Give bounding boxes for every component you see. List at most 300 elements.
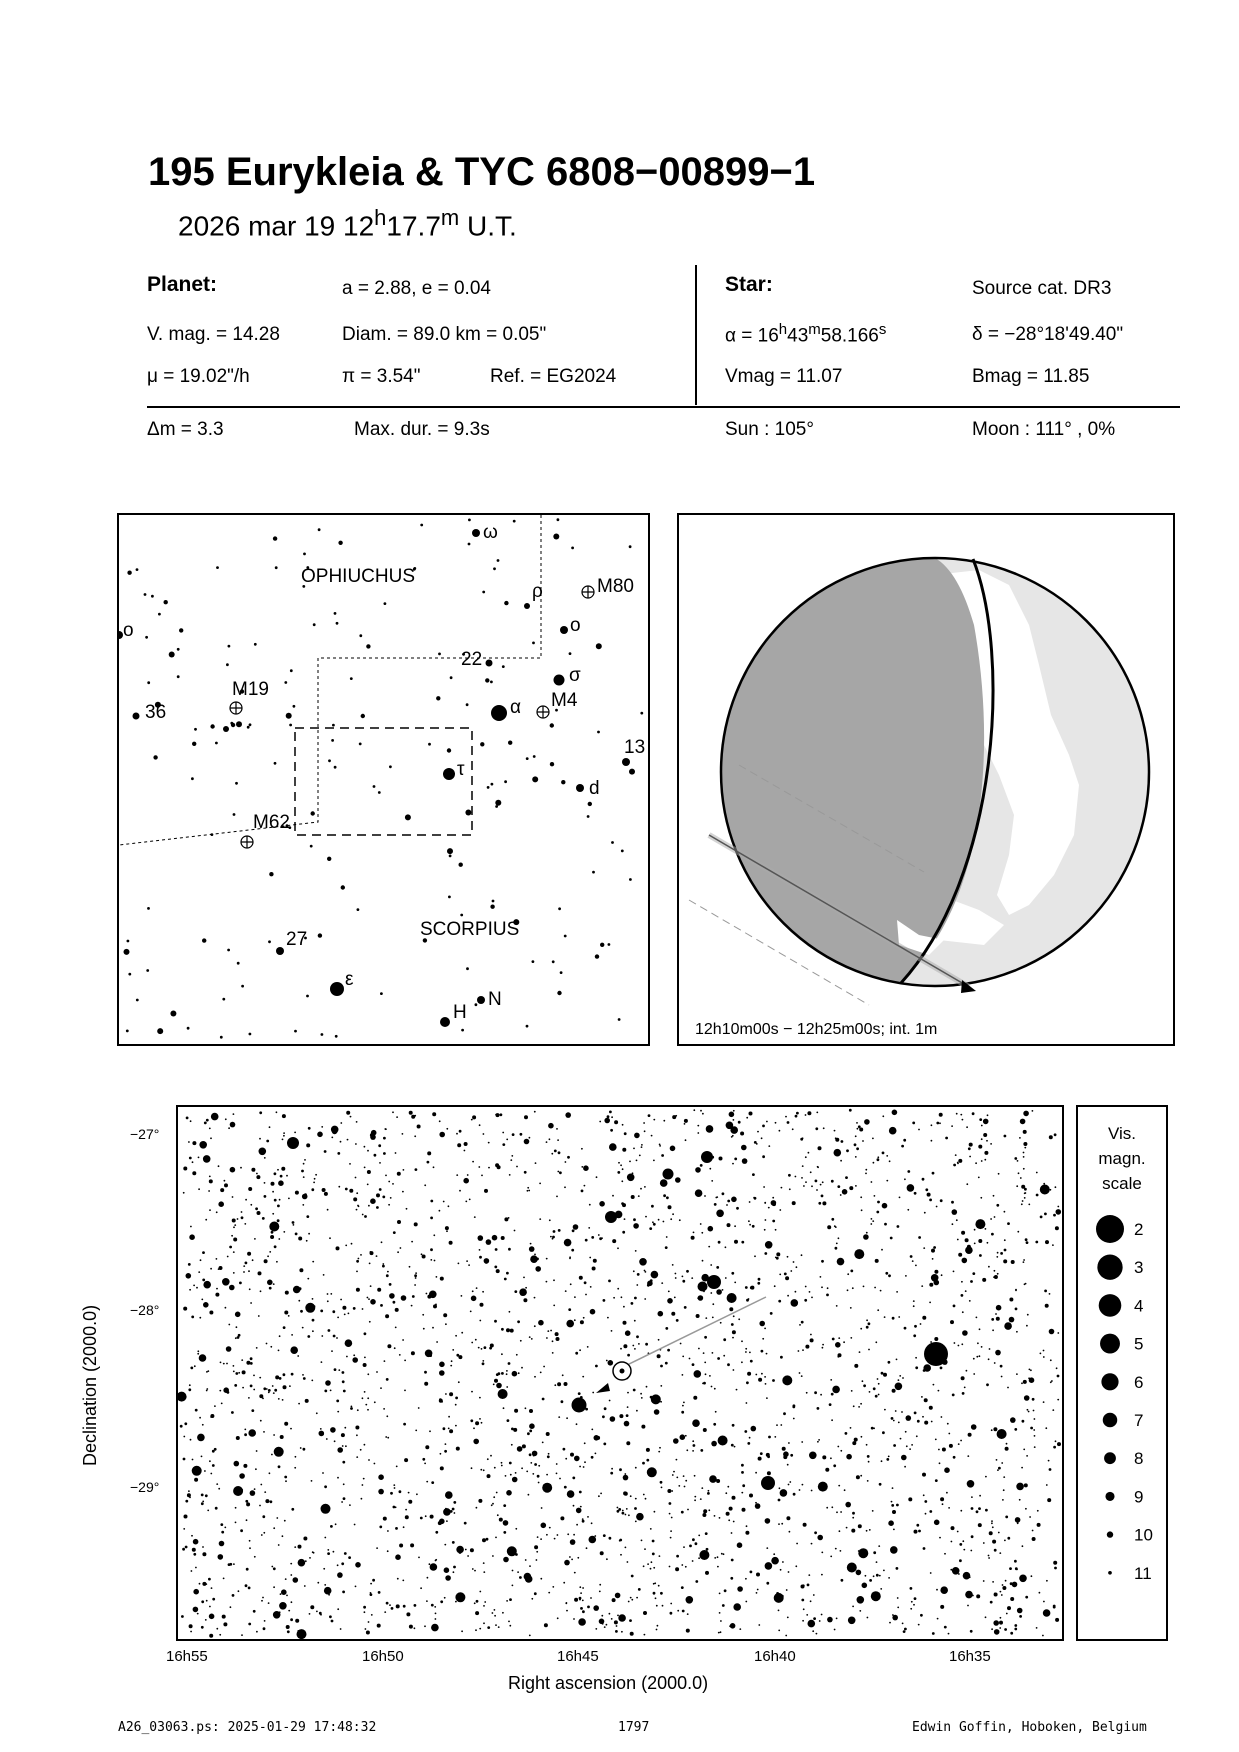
map-field-star — [851, 1529, 855, 1533]
map-field-star — [532, 1473, 534, 1475]
map-field-star — [508, 1621, 510, 1623]
map-field-star — [867, 1617, 869, 1619]
map-field-star — [509, 1174, 511, 1176]
finder-field-star — [436, 696, 440, 700]
map-field-star — [189, 1234, 195, 1240]
map-field-star — [668, 1291, 670, 1293]
map-field-star — [886, 1458, 889, 1461]
map-field-star — [957, 1162, 959, 1164]
map-field-star — [787, 1256, 789, 1258]
map-field-star — [256, 1175, 260, 1179]
map-field-star — [416, 1493, 418, 1495]
map-field-star — [427, 1151, 431, 1155]
finder-field-star — [249, 723, 252, 726]
map-field-star — [789, 1188, 791, 1190]
map-field-star — [994, 1362, 996, 1364]
map-field-star — [860, 1475, 862, 1477]
map-field-star — [426, 1293, 428, 1295]
map-field-star — [1043, 1609, 1051, 1617]
map-field-star — [755, 1503, 761, 1509]
map-field-star — [218, 1165, 220, 1167]
map-field-star — [327, 1300, 329, 1302]
map-field-star — [376, 1193, 380, 1197]
max-duration: Max. dur. = 9.3s — [354, 419, 490, 440]
map-field-star — [338, 1186, 340, 1188]
map-field-star — [1053, 1446, 1056, 1449]
map-field-star — [838, 1337, 840, 1339]
map-field-star — [539, 1218, 541, 1220]
map-field-star — [762, 1125, 765, 1128]
map-field-star — [787, 1295, 789, 1297]
map-field-star — [445, 1226, 449, 1230]
map-field-star — [633, 1218, 636, 1221]
map-field-star — [290, 1346, 298, 1354]
map-field-star — [831, 1393, 834, 1396]
label-N: N — [488, 989, 502, 1010]
map-field-star — [592, 1267, 596, 1271]
scale-label-5: 5 — [1134, 1334, 1144, 1354]
map-field-star — [199, 1141, 207, 1149]
map-field-star — [453, 1501, 456, 1504]
map-field-star — [975, 1219, 985, 1229]
map-field-star — [189, 1384, 191, 1386]
map-field-star — [695, 1189, 703, 1197]
map-field-star — [645, 1216, 647, 1218]
map-field-star — [534, 1376, 536, 1378]
map-field-star — [409, 1266, 411, 1268]
map-field-star — [957, 1531, 959, 1533]
map-field-star — [974, 1229, 976, 1231]
map-field-star — [904, 1327, 907, 1330]
map-field-star — [404, 1360, 406, 1362]
map-field-star — [415, 1277, 417, 1279]
map-field-star — [534, 1463, 537, 1466]
map-field-star — [855, 1185, 857, 1187]
map-field-star — [1020, 1177, 1022, 1179]
map-field-star — [682, 1356, 684, 1358]
map-field-star — [679, 1219, 681, 1221]
map-field-star — [1007, 1222, 1010, 1225]
map-field-star — [663, 1221, 665, 1223]
scale-dot-5 — [1100, 1334, 1120, 1354]
map-field-star — [368, 1205, 370, 1207]
map-field-star — [305, 1560, 307, 1562]
map-field-star — [430, 1563, 438, 1571]
map-field-star — [802, 1165, 804, 1167]
map-field-star — [212, 1598, 215, 1601]
map-field-star — [273, 1567, 276, 1570]
map-field-star — [870, 1223, 872, 1225]
map-field-star — [196, 1287, 198, 1289]
map-field-star — [855, 1135, 857, 1137]
map-field-star — [593, 1259, 597, 1263]
map-field-star — [892, 1110, 898, 1116]
map-field-star — [388, 1181, 390, 1183]
map-field-star — [703, 1352, 705, 1354]
map-field-star — [768, 1145, 770, 1147]
map-field-star — [440, 1600, 443, 1603]
map-field-star — [498, 1626, 500, 1628]
map-field-star — [1011, 1260, 1015, 1264]
map-field-star — [1046, 1580, 1048, 1582]
map-field-star — [203, 1281, 211, 1289]
map-field-star — [778, 1610, 780, 1612]
map-field-star — [714, 1388, 716, 1390]
map-field-star — [556, 1473, 558, 1475]
map-field-star — [683, 1475, 685, 1477]
map-field-star — [709, 1475, 717, 1483]
map-field-star — [363, 1363, 367, 1367]
map-field-star — [279, 1335, 281, 1337]
map-field-star — [590, 1286, 592, 1288]
map-field-star — [331, 1350, 333, 1352]
map-field-star — [504, 1278, 507, 1281]
map-field-star — [773, 1553, 775, 1555]
map-field-star — [412, 1295, 415, 1298]
label-omicron-left: o — [123, 620, 134, 641]
map-field-star — [776, 1252, 780, 1256]
finder-field-star — [164, 600, 168, 604]
map-field-star — [414, 1604, 417, 1607]
map-field-star — [362, 1308, 364, 1310]
ra-tick-1640: 16h40 — [754, 1648, 796, 1665]
map-field-star — [658, 1451, 660, 1453]
map-field-star — [502, 1132, 504, 1134]
map-field-star — [219, 1634, 221, 1636]
map-field-star — [481, 1175, 483, 1177]
map-field-star — [731, 1532, 733, 1534]
map-field-star — [224, 1183, 228, 1187]
finder-background-stars — [124, 518, 644, 1038]
map-star-bright-2 — [572, 1398, 587, 1413]
map-field-star — [345, 1188, 348, 1191]
map-field-star — [890, 1546, 898, 1554]
map-field-star — [541, 1507, 543, 1509]
map-field-star — [988, 1358, 990, 1360]
map-field-star — [411, 1241, 413, 1243]
map-field-star — [634, 1348, 636, 1350]
map-field-star — [463, 1178, 469, 1184]
map-field-star — [761, 1350, 764, 1353]
finder-field-star — [491, 783, 494, 786]
map-field-star — [320, 1432, 324, 1436]
map-field-star — [827, 1617, 833, 1623]
map-field-star — [538, 1465, 540, 1467]
map-field-star — [803, 1608, 805, 1610]
map-field-star — [548, 1453, 550, 1455]
map-field-star — [931, 1124, 933, 1126]
map-field-star — [658, 1311, 664, 1317]
map-field-star — [337, 1564, 339, 1566]
map-field-star — [268, 1389, 271, 1392]
map-field-star — [766, 1353, 768, 1355]
map-field-star — [501, 1372, 504, 1375]
map-field-star — [775, 1122, 777, 1124]
map-field-star — [845, 1502, 851, 1508]
map-field-star — [995, 1313, 997, 1315]
map-field-star — [883, 1373, 887, 1377]
map-field-star — [510, 1159, 512, 1161]
map-field-star — [539, 1183, 541, 1185]
map-field-star — [907, 1209, 909, 1211]
map-field-star — [756, 1592, 758, 1594]
map-field-star — [198, 1157, 200, 1159]
map-field-star — [381, 1241, 383, 1243]
map-field-star — [357, 1409, 359, 1411]
map-field-star — [610, 1129, 613, 1132]
map-field-star — [582, 1600, 584, 1602]
map-field-star — [439, 1370, 445, 1376]
map-field-star — [764, 1252, 767, 1255]
clusters — [230, 586, 594, 848]
map-field-star — [698, 1557, 700, 1559]
map-field-star — [918, 1129, 920, 1131]
map-field-star — [810, 1338, 814, 1342]
map-field-star — [714, 1557, 716, 1559]
map-field-star — [212, 1464, 215, 1467]
map-field-star — [783, 1412, 786, 1415]
finder-field-star — [331, 739, 334, 742]
map-field-star — [352, 1357, 358, 1363]
map-field-star — [440, 1453, 442, 1455]
map-field-star — [1002, 1584, 1004, 1586]
map-field-star — [990, 1143, 992, 1145]
map-field-star — [283, 1385, 287, 1389]
map-field-star — [898, 1422, 900, 1424]
map-field-star — [775, 1229, 777, 1231]
map-field-star — [574, 1598, 578, 1602]
finder-field-star — [357, 908, 360, 911]
label-epsilon: ε — [345, 969, 354, 990]
map-field-star — [653, 1119, 655, 1121]
map-field-star — [809, 1452, 817, 1460]
map-field-star — [286, 1625, 290, 1629]
map-field-star — [884, 1409, 886, 1411]
map-field-star — [647, 1281, 653, 1287]
map-field-star — [978, 1507, 981, 1510]
map-field-star — [248, 1587, 251, 1590]
map-field-star — [332, 1129, 338, 1135]
map-field-star — [649, 1227, 652, 1230]
map-field-star — [766, 1582, 769, 1585]
map-field-star — [269, 1472, 271, 1474]
map-field-star — [483, 1469, 485, 1471]
map-field-star — [656, 1629, 658, 1631]
map-field-star — [393, 1506, 396, 1509]
map-field-star — [546, 1474, 548, 1476]
map-field-star — [778, 1523, 780, 1525]
map-field-star — [905, 1275, 907, 1277]
map-field-star — [645, 1498, 647, 1500]
map-field-star — [211, 1587, 213, 1589]
map-field-star — [508, 1248, 511, 1251]
map-field-star — [567, 1533, 569, 1535]
hour-unit: h — [374, 205, 387, 230]
map-field-star — [617, 1510, 620, 1513]
map-field-star — [728, 1519, 730, 1521]
map-field-star — [1052, 1409, 1054, 1411]
map-field-star — [992, 1540, 996, 1544]
map-field-star — [1010, 1632, 1013, 1635]
map-field-star — [308, 1233, 310, 1235]
map-field-star — [720, 1620, 722, 1622]
map-field-star — [261, 1534, 263, 1536]
map-field-star — [342, 1461, 345, 1464]
map-field-star — [785, 1276, 789, 1280]
map-field-star — [470, 1548, 474, 1552]
map-field-star — [358, 1258, 360, 1260]
map-field-star — [216, 1483, 218, 1485]
map-field-star — [425, 1515, 427, 1517]
label-scorpius: SCORPIUS — [420, 919, 520, 940]
scale-dot-3 — [1097, 1255, 1122, 1280]
map-field-star — [587, 1516, 589, 1518]
map-field-star — [297, 1355, 299, 1357]
map-field-star — [456, 1174, 458, 1176]
map-field-star — [569, 1556, 571, 1558]
map-field-star — [622, 1203, 626, 1207]
map-field-star — [271, 1182, 275, 1186]
map-field-star — [439, 1120, 441, 1122]
map-field-star — [860, 1403, 862, 1405]
map-field-star — [686, 1449, 688, 1451]
map-field-star — [834, 1130, 836, 1132]
map-field-star — [770, 1312, 773, 1315]
map-field-star — [481, 1422, 483, 1424]
map-field-star — [643, 1122, 645, 1124]
map-field-star — [202, 1424, 204, 1426]
map-field-star — [988, 1266, 990, 1268]
map-field-star — [1021, 1382, 1023, 1384]
map-field-star — [439, 1210, 441, 1212]
map-field-star — [981, 1346, 983, 1348]
map-field-star — [497, 1514, 499, 1516]
map-field-star — [188, 1388, 191, 1391]
finder-field-star — [191, 777, 194, 780]
map-field-star — [638, 1195, 640, 1197]
map-field-star — [772, 1197, 774, 1199]
map-field-star — [245, 1262, 248, 1265]
map-field-star — [490, 1455, 492, 1457]
map-field-star — [1053, 1561, 1057, 1565]
map-field-star — [524, 1139, 530, 1145]
map-field-star — [822, 1344, 824, 1346]
map-field-star — [306, 1240, 308, 1242]
finder-field-star — [550, 723, 554, 727]
map-field-star — [871, 1218, 873, 1220]
map-field-star — [837, 1185, 840, 1188]
map-field-star — [651, 1205, 654, 1208]
map-field-star — [726, 1512, 730, 1516]
map-field-star — [279, 1377, 282, 1380]
map-field-star — [456, 1133, 458, 1135]
map-field-star — [273, 1527, 275, 1529]
map-field-star — [327, 1209, 329, 1211]
finder-field-star — [321, 1033, 324, 1036]
map-field-star — [570, 1453, 574, 1457]
map-field-star — [235, 1507, 237, 1509]
map-field-star — [654, 1511, 656, 1513]
map-field-star — [337, 1572, 343, 1578]
map-field-star — [576, 1524, 578, 1526]
map-field-star — [615, 1593, 621, 1599]
map-field-star — [935, 1439, 937, 1441]
map-field-star — [538, 1320, 544, 1326]
map-field-star — [557, 1534, 559, 1536]
map-field-star — [1003, 1259, 1007, 1263]
map-field-star — [376, 1547, 378, 1549]
map-field-star — [1025, 1238, 1028, 1241]
map-field-star — [729, 1507, 733, 1511]
map-field-star — [697, 1132, 699, 1134]
map-field-star — [512, 1570, 514, 1572]
map-field-star — [852, 1517, 854, 1519]
map-field-star — [719, 1593, 721, 1595]
map-field-star — [858, 1125, 861, 1128]
map-field-star — [350, 1407, 353, 1410]
map-field-star — [232, 1594, 235, 1597]
map-field-star — [685, 1139, 687, 1141]
map-field-star — [877, 1156, 879, 1158]
map-field-star — [378, 1144, 381, 1147]
finder-field-star — [629, 878, 632, 881]
map-field-star — [1053, 1214, 1056, 1217]
map-field-star — [848, 1617, 856, 1625]
map-field-star — [746, 1525, 748, 1527]
map-field-star — [209, 1311, 213, 1315]
map-field-star — [1014, 1624, 1017, 1627]
map-field-star — [636, 1335, 639, 1338]
map-field-star — [931, 1249, 935, 1253]
map-field-star — [803, 1523, 807, 1527]
map-field-star — [208, 1578, 211, 1581]
map-field-star — [321, 1335, 323, 1337]
map-field-star — [227, 1391, 230, 1394]
map-field-star — [1023, 1156, 1025, 1158]
finder-field-star — [532, 960, 535, 963]
map-field-star — [701, 1487, 703, 1489]
map-field-star — [374, 1154, 377, 1157]
map-field-star — [464, 1522, 467, 1525]
map-field-star — [739, 1628, 741, 1630]
map-field-star — [934, 1520, 940, 1526]
map-field-star — [249, 1288, 251, 1290]
map-field-star — [889, 1622, 891, 1624]
map-field-star — [1033, 1429, 1035, 1431]
star-tau — [443, 768, 455, 780]
map-field-star — [835, 1342, 841, 1348]
finder-field-star — [341, 885, 345, 889]
map-field-star — [1009, 1567, 1012, 1570]
map-field-star — [307, 1335, 310, 1338]
ra-s-unit: s — [878, 321, 887, 338]
map-field-star — [201, 1299, 203, 1301]
map-field-star — [355, 1562, 361, 1568]
map-field-star — [224, 1180, 226, 1182]
map-field-star — [732, 1424, 735, 1427]
time-scale: U.T. — [459, 210, 517, 242]
map-field-star — [542, 1442, 544, 1444]
map-field-star — [523, 1298, 527, 1302]
map-field-star — [367, 1409, 369, 1411]
map-field-star — [705, 1571, 709, 1575]
map-field-star — [237, 1218, 239, 1220]
finder-field-star — [128, 973, 131, 976]
map-field-star — [658, 1219, 660, 1221]
star-epsilon — [330, 982, 344, 996]
map-field-star — [365, 1628, 367, 1630]
map-field-star — [459, 1130, 462, 1133]
